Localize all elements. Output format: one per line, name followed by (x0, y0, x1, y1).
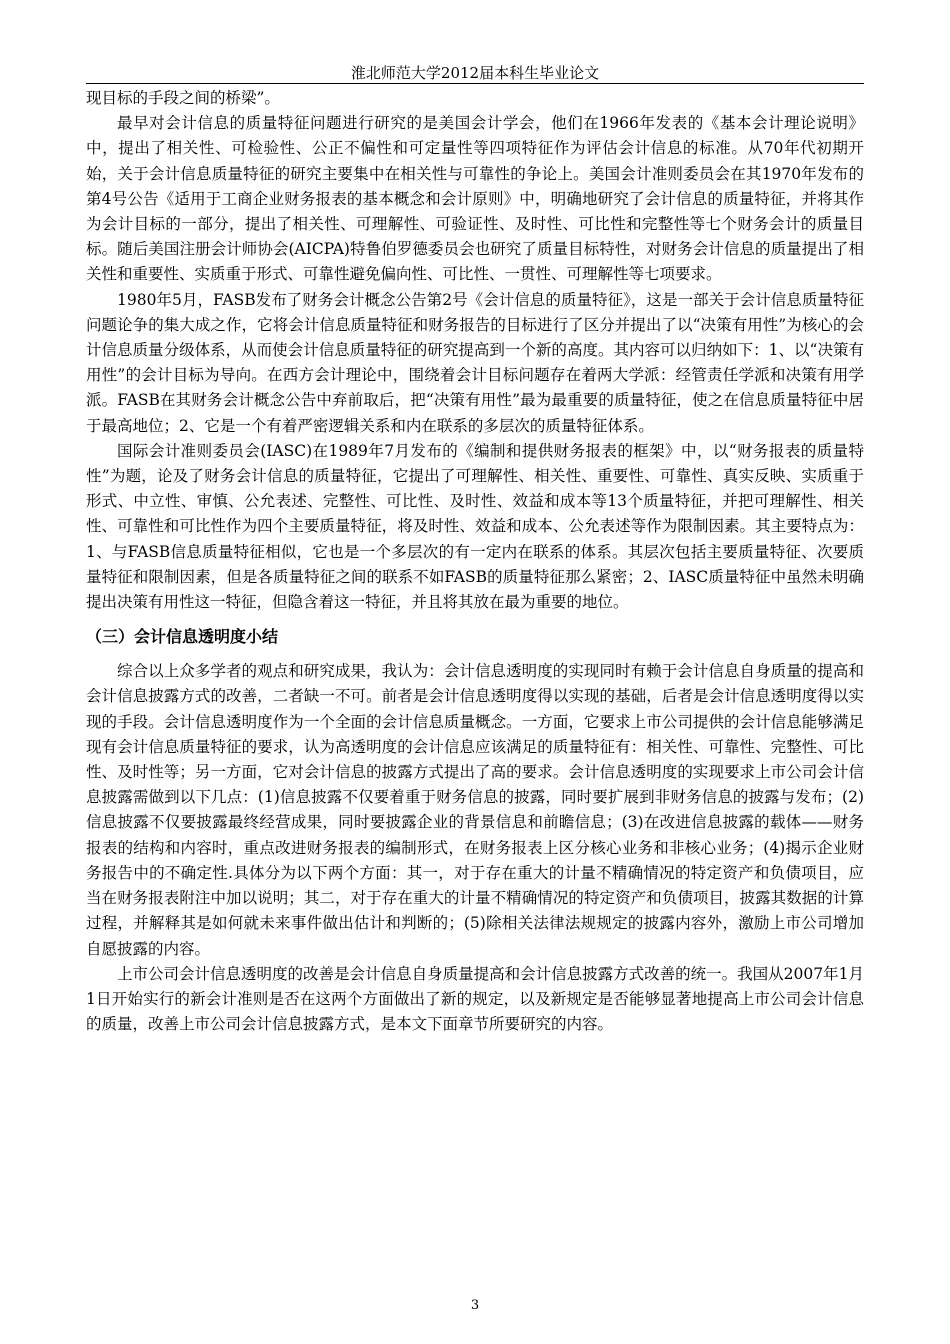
paragraph-continuation: 现目标的手段之间的桥梁”。 (86, 89, 280, 107)
page-header (86, 44, 864, 84)
paragraph-conclusion: 上市公司会计信息透明度的改善是会计信息自身质量提高和会计信息披露方式改善的统一。我国从2007年1月1日开始实行的新会计准则是否在这两个方面做出了新的规定，以及新规定是否能够显著地提高上市公司会计信息的质量，改善上市公司会计信息披露方式，是本文下面章节所要研究的内容。 (86, 964, 864, 1034)
header-rule (86, 83, 864, 84)
section-heading: （三）会计信息透明度小结 (86, 627, 279, 647)
paragraph-summary: 综合以上众多学者的观点和研究成果，我认为：会计信息透明度的实现同时有赖于会计信息自身质量的提高和会计信息披露方式的改善，二者缺一不可。前者是会计信息透明度得以实现的基础，后者是会计信息透明度得以实现的手段。会计信息透明度作为一个全面的会计信息质量概念。一方面，它要求上市公司提供的会计信息能够满足现有会计信息质量特征的要求，认为高透明度的会计信息应该满足的质量特征有：相关性、可靠性、完整性、可比性、及时性等；另一方面，它对会计信息的披露方式提出了高的要求。会计信息透明度的实现要求上市公司会计信息披露需做到以下几点：(1)信息披露不仅要着重于财务信息的披露，同时要扩展到非财务信息的披露与发布；(2)信息披露不仅要披露最终经营成果，同时要披露企业的背景信息和前瞻信息；(3)在改进信息披露的载体——财务报表的结构和内容时，重点改进财务报表的编制形式，在财务报表上区分核心业务和非核心业务；(4)揭示企业财务报告中的不确定性.具体分为以下两个方面：其一，对于存在重大的计量不精确情况的特定资产和负债项目，应当在财务报表附注中加以说明；其二，对于存在重大的计量不精确情况的特定资产和负债项目，披露其数据的计算过程，并解释其是如何就未来事件做出估计和判断的；(5)除相关法律法规规定的披露内容外，激励上市公司增加自愿披露的内容。 (86, 662, 864, 958)
paragraph-iasc: 国际会计准则委员会(IASC)在1989年7月发布的《编制和提供财务报表的框架》中，以“财务报表的质量特性”为题，论及了财务会计信息的质量特征，它提出了可理解性、相关性、重要性、可靠性、真实反映、实质重于形式、中立性、审慎、公允表述、完整性、可比性、及时性、效益和成本等13个质量特征，并把可理解性、相关性、可靠性和可比性作为四个主要质量特征，将及时性、效益和成本、公允表述等作为限制因素。其主要特点为：1、与FASB信息质量特征相似，它也是一个多层次的有一定内在联系的体系。其层次包括主要质量特征、次要质量特征和限制因素，但是各质量特征之间的联系不如FASB的质量特征那么紧密；2、IASC质量特征中虽然未明确提出决策有用性这一特征，但隐含着这一特征，并且将其放在最为重要的地位。 (86, 441, 864, 612)
page-number: 3 (470, 1298, 480, 1313)
paragraph-fasb: 1980年5月，FASB发布了财务会计概念公告第2号《会计信息的质量特征》，这是一部关于会计信息质量特征问题论争的集大成之作，它将会计信息质量特征和财务报告的目标进行了区分并提出了以“决策有用性”为核心的会计信息质量分级体系，从而使会计信息质量特征的研究提高到一个新的高度。其内容可以归纳如下：1、以“决策有用性”的会计目标为导向。在西方会计理论中，围绕着会计目标问题存在着两大学派：经管责任学派和决策有用学派。FASB在其财务会计概念公告中弃前取后，把“决策有用性”最为最重要的质量特征，使之在信息质量特征中居于最高地位；2、它是一个有着严密逻辑关系和内在联系的多层次的质量特征体系。 (86, 290, 864, 435)
paragraph-aaa-history: 最早对会计信息的质量特征问题进行研究的是美国会计学会，他们在1966年发表的《基本会计理论说明》中，提出了相关性、可检验性、公正不偏性和可定量性等四项特征作为评估会计信息的标准。从70年代初期开始，关于会计信息质量特征的研究主要集中在相关性与可靠性的争论上。美国会计准则委员会在其1970年发布的第4号公告《适用于工商企业财务报表的基本概念和会计原则》中，明确地研究了会计信息的质量特征，并将其作为会计目标的一部分，提出了相关性、可理解性、可验证性、及时性、可比性和完整性等七个财务会计的质量目标。随后美国注册会计师协会(AICPA)特鲁伯罗德委员会也研究了质量目标特性，对财务会计信息的质量提出了相关性和重要性、实质重于形式、可靠性避免偏向性、可比性、一贯性、可理解性等七项要求。 (86, 114, 864, 284)
header-title: 淮北师范大学2012届本科生毕业论文 (350, 64, 600, 82)
document-body (86, 86, 864, 1037)
